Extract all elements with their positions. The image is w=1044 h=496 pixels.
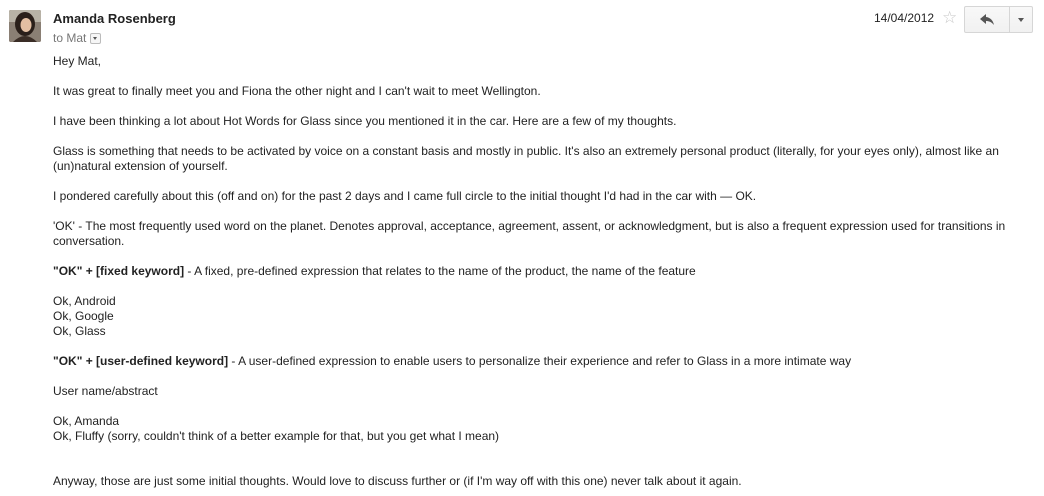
reply-button-group [964,6,1033,33]
recipients-line [53,31,101,45]
user-example: Ok, Amanda [53,414,120,428]
chevron-down-icon [1018,18,1024,22]
fixed-example: Ok, Glass [53,324,106,338]
sender-name[interactable]: Amanda Rosenberg [53,11,176,26]
user-example: Ok, Fluffy (sorry, couldn't think of a better example for that, but you get what I mean) [53,429,500,443]
paragraph-user-keyword [53,354,1028,369]
reply-button[interactable] [965,7,1009,32]
paragraph-hot-words: I have been thinking a lot about Hot Words for Glass since you mentioned it in the car. Here are a few of my thoughts. [53,114,677,128]
paragraph-user-abstract: User name/abstract [53,384,158,398]
paragraph-glass: Glass is something that needs to be activated by voice on a constant basis and mostly in public. It's also an extremely personal product (literally, for your eyes only), almost like an (un)natural extension of yourself. [53,144,999,173]
recipients-text: to Mat [53,31,87,45]
fixed-examples-list [53,294,1028,339]
paragraph-intro: It was great to finally meet you and Fiona the other night and I can't wait to meet Wellington. [53,84,541,98]
fixed-example: Ok, Google [53,309,114,323]
reply-icon [980,14,994,25]
paragraph-closing: Anyway, those are just some initial thoughts. Would love to discuss further or (if I'm way off with this one) never talk about it again. [53,474,742,488]
star-icon[interactable]: ☆ [942,8,958,27]
user-examples-list [53,414,1028,444]
message-body [53,54,1028,489]
paragraph-ok-definition: 'OK' - The most frequently used word on the planet. Denotes approval, acceptance, agreement, assent, or acknowledgment, but is also a frequent expression used for transitions in conversation. [53,219,1006,248]
show-details-icon[interactable] [90,33,101,44]
user-keyword-description: - A user-defined expression to enable users to personalize their experience and refer to Glass in a more intimate way [228,354,852,368]
fixed-example: Ok, Android [53,294,116,308]
message-date: 14/04/2012 [874,11,935,25]
greeting: Hey Mat, [53,54,102,68]
user-keyword-label: "OK" + [user-defined keyword] [53,354,229,368]
fixed-keyword-label: "OK" + [fixed keyword] [53,264,185,278]
fixed-keyword-description: - A fixed, pre-defined expression that relates to the name of the product, the name of the feature [184,264,696,278]
sender-avatar[interactable] [9,10,41,42]
paragraph-fixed-keyword [53,264,1028,279]
more-options-button[interactable] [1009,7,1032,32]
paragraph-pondered: I pondered carefully about this (off and on) for the past 2 days and I came full circle to the initial thought I'd had in the car with — OK. [53,189,757,203]
